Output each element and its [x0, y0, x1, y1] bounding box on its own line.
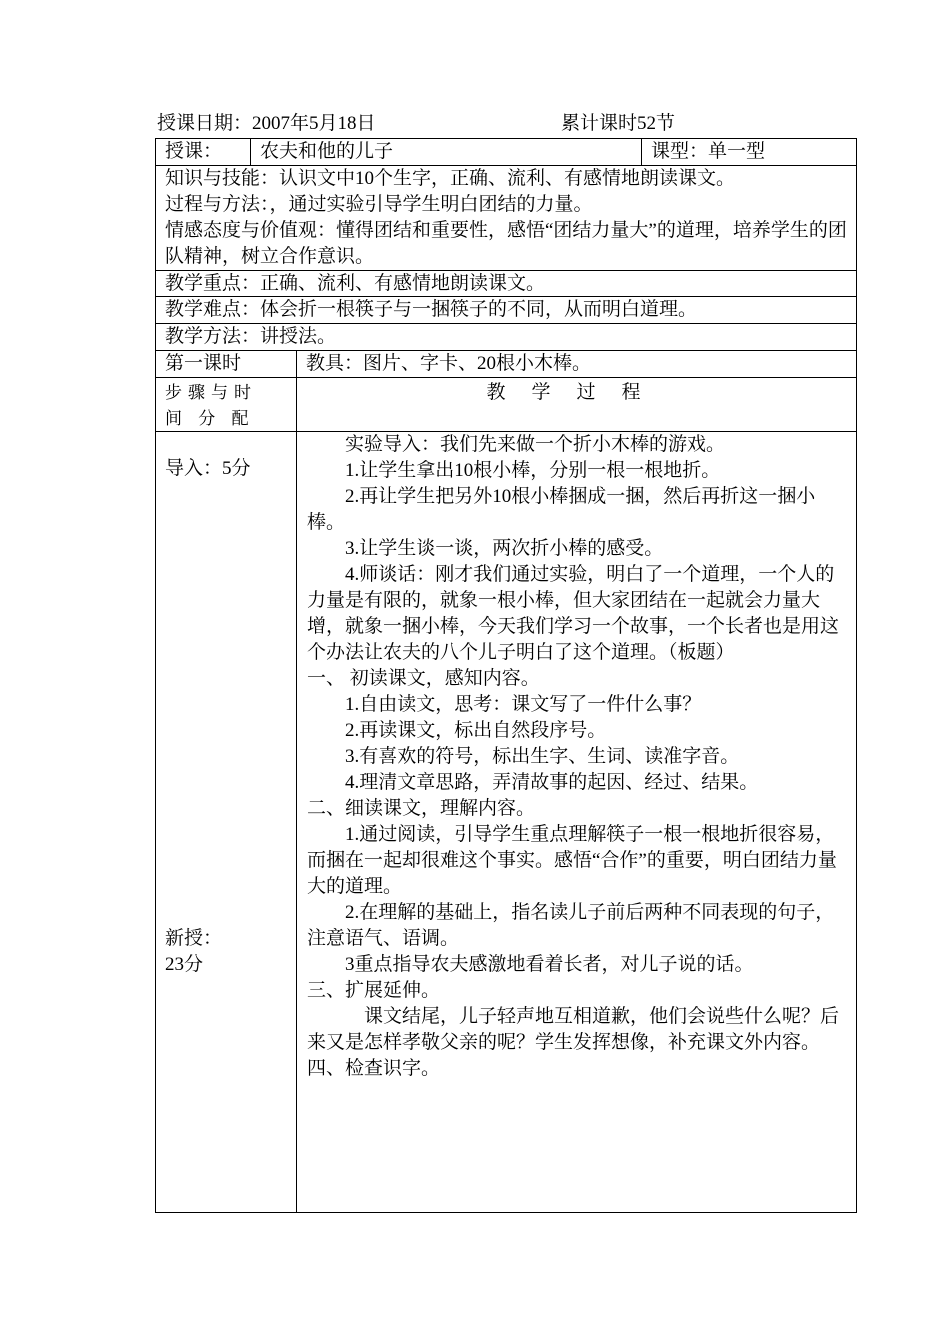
teaching-tools: 教具：图片、字卡、20根小木棒。 [306, 353, 592, 374]
process-paragraph: 2.再读课文，标出自然段序号。 [345, 720, 607, 741]
process-paragraph: 3.有喜欢的符号，标出生字、生词、读准字音。 [345, 746, 740, 767]
process-paragraph: 四、检查识字。 [307, 1058, 441, 1079]
lesson-label: 授课： [165, 141, 223, 162]
steps-header-line2: 间 分 配 [165, 409, 255, 428]
teaching-method: 教学方法：讲授法。 [165, 326, 337, 347]
lesson-plan-table [155, 138, 857, 1213]
objective-emotion: 情感态度与价值观：懂得团结和重要性，感悟“团结力量大”的道理，培养学生的团队精神，树立合作意识。 [165, 220, 847, 267]
process-paragraph: 实验导入：我们先来做一个折小木棒的游戏。 [345, 434, 726, 455]
period-row [156, 351, 856, 378]
lesson-title: 农夫和他的儿子 [260, 141, 394, 162]
process-paragraph: 课文结尾，儿子轻声地互相道歉，他们会说些什么呢？后来又是怎样孝敬父亲的呢？学生发挥想像，补充课文外内容。 [307, 1006, 840, 1053]
process-paragraph: 1.让学生拿出10根小棒，分别一根一根地折。 [345, 460, 721, 481]
process-paragraph: 一、 初读课文，感知内容。 [307, 668, 540, 689]
phase-new-minutes: 23分 [165, 954, 204, 975]
phase-intro: 导入：5分 [165, 458, 251, 479]
key-point: 教学重点：正确、流利、有感情地朗读课文。 [165, 273, 546, 294]
process-paragraph: 4.师谈话：刚才我们通过实验，明白了一个道理，一个人的力量是有限的，就象一根小棒，但大家团结在一起就会力量大增，就象一捆小棒，今天我们学习一个故事，一个长者也是用这个办法让农夫的八个儿子明白了这个道理。（板题） [307, 564, 840, 663]
process-paragraph: 1.通过阅读，引导学生重点理解筷子一根一根地折很容易，而捆在一起却很难这个事实。感悟“合作”的重要，明白团结力量大的道理。 [307, 824, 837, 897]
steps-header-row [156, 378, 856, 432]
process-body-row [156, 432, 856, 1212]
key-point-row [156, 271, 856, 297]
lesson-title-row [156, 139, 856, 166]
lesson-type: 课型：单一型 [651, 141, 766, 162]
cumulative-hours: 累计课时52节 [561, 113, 676, 134]
period-label: 第一课时 [165, 353, 242, 374]
process-header: 教学过程 [486, 382, 667, 403]
phase-column [156, 432, 296, 1212]
objective-knowledge: 知识与技能：认识文中10个生字，正确、流利、有感情地朗读课文。 [165, 168, 736, 189]
process-paragraph: 二、细读课文，理解内容。 [307, 798, 536, 819]
process-paragraph: 4.理清文章思路，弄清故事的起因、经过、结果。 [345, 772, 759, 793]
process-paragraph: 2.再让学生把另外10根小棒捆成一捆，然后再折这一捆小棒。 [307, 486, 816, 533]
method-row [156, 324, 856, 351]
phase-new-label: 新授： [165, 928, 223, 949]
process-paragraph: 三、扩展延伸。 [307, 980, 441, 1001]
difficulty-row [156, 297, 856, 324]
process-paragraph: 2.在理解的基础上，指名读儿子前后两种不同表现的句子，注意语气、语调。 [307, 902, 835, 949]
steps-header-line1: 步骤与时 [165, 383, 257, 402]
process-content [297, 432, 856, 1212]
difficulty: 教学难点：体会折一根筷子与一捆筷子的不同，从而明白道理。 [165, 299, 698, 320]
process-paragraph: 1.自由读文，思考：课文写了一件什么事？ [345, 694, 702, 715]
lesson-date: 授课日期：2007年5月18日 [157, 113, 376, 134]
objective-process: 过程与方法：，通过实验引导学生明白团结的力量。 [165, 194, 593, 215]
process-paragraph: 3重点指导农夫感激地看着长者，对儿子说的话。 [345, 954, 754, 975]
objectives-row [156, 166, 856, 271]
process-paragraph: 3.让学生谈一谈，两次折小棒的感受。 [345, 538, 664, 559]
